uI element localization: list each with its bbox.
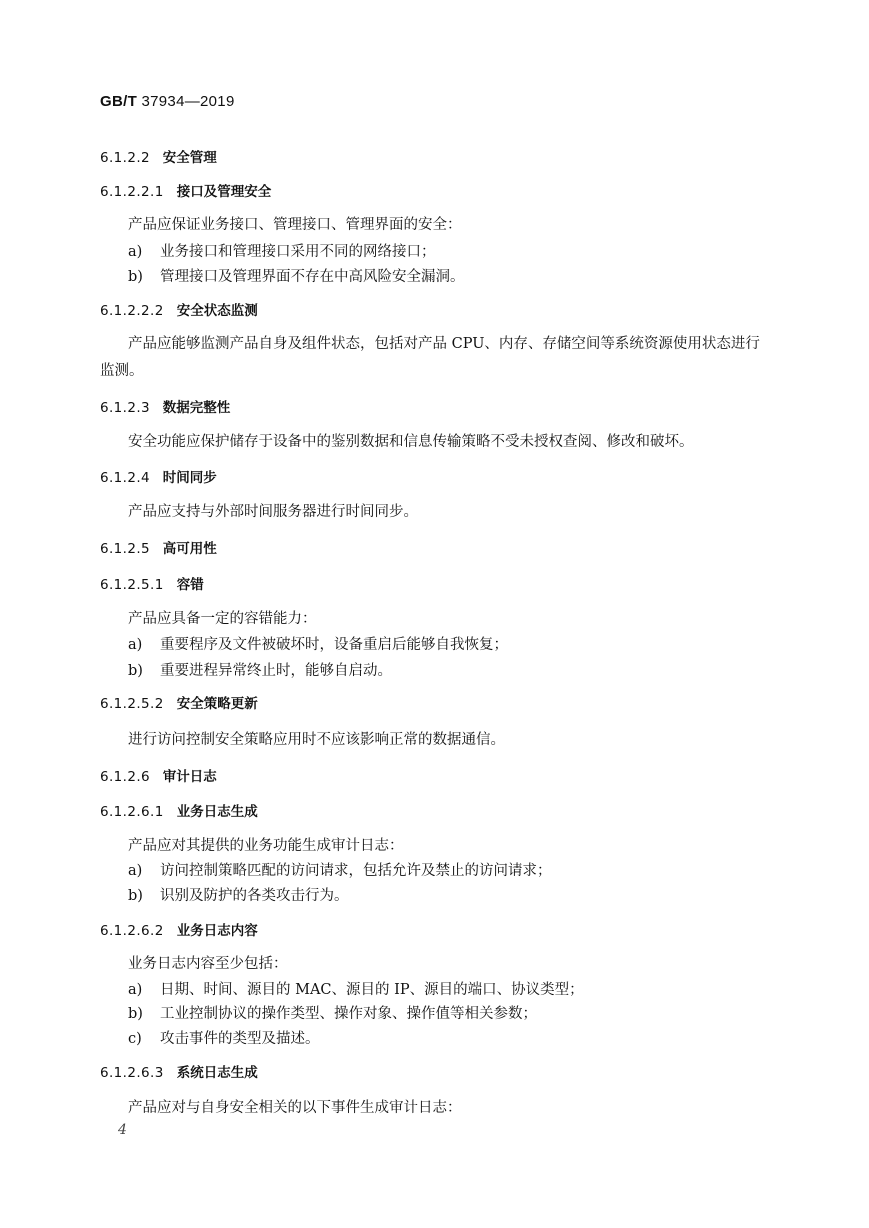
list-marker: a) [128, 244, 143, 260]
list-item-text: 业务接口和管理接口采用不同的网络接口； [160, 244, 436, 260]
section-number: 6.1.2.4 [100, 470, 151, 486]
list-item [128, 240, 436, 261]
section-number: 6.1.2.5 [100, 541, 151, 557]
paragraph: 安全功能应保护储存于设备中的鉴别数据和信息传输策略不受未授权查阅、修改和破坏。 [128, 434, 694, 450]
paragraph: 业务日志内容至少包括： [128, 956, 288, 972]
paragraph: 产品应能够监测产品自身及组件状态，包括对产品 CPU、内存、存储空间等系统资源使用状态进行监测。 [100, 336, 760, 379]
paragraph: 产品应支持与外部时间服务器进行时间同步。 [128, 504, 418, 520]
list-item [128, 859, 552, 880]
section-heading [100, 692, 258, 712]
list-marker: a) [128, 637, 143, 653]
standard-number: 37934—2019 [141, 93, 235, 110]
list-item [128, 265, 465, 286]
section-heading [100, 800, 258, 820]
section-title: 容错 [176, 577, 204, 593]
list-item [128, 978, 584, 999]
section-number: 6.1.2.6 [100, 769, 151, 785]
list-item-text: 识别及防护的各类攻击行为。 [160, 888, 349, 904]
section-number: 6.1.2.5.1 [100, 577, 164, 593]
section-title: 数据完整性 [162, 400, 231, 416]
section-number: 6.1.2.2 [100, 150, 151, 166]
section-number: 6.1.2.2.2 [100, 303, 164, 319]
list-item [128, 659, 392, 680]
section-title: 接口及管理安全 [176, 184, 272, 200]
section-heading [100, 146, 217, 166]
list-marker: b) [128, 888, 143, 904]
section-title: 审计日志 [162, 769, 217, 785]
list-item-text: 重要进程异常终止时，能够自启动。 [160, 663, 392, 679]
section-number: 6.1.2.5.2 [100, 696, 164, 712]
list-item [128, 884, 349, 905]
section-number: 6.1.2.6.2 [100, 923, 164, 939]
section-heading [100, 765, 217, 785]
list-marker: c) [128, 1031, 142, 1047]
list-marker: b) [128, 1006, 143, 1022]
section-number: 6.1.2.2.1 [100, 184, 164, 200]
list-item-text: 访问控制策略匹配的访问请求，包括允许及禁止的访问请求； [160, 863, 552, 879]
list-marker: a) [128, 982, 143, 998]
section-heading [100, 1061, 258, 1081]
list-item-text: 管理接口及管理界面不存在中高风险安全漏洞。 [160, 269, 465, 285]
section-heading [100, 537, 217, 557]
section-title: 业务日志内容 [176, 923, 258, 939]
section-title: 安全管理 [162, 150, 217, 166]
section-title: 安全策略更新 [176, 696, 258, 712]
section-heading [100, 919, 258, 939]
section-heading [100, 299, 258, 319]
section-title: 高可用性 [162, 541, 217, 557]
section-heading [100, 396, 230, 416]
list-item [128, 633, 508, 654]
section-heading [100, 180, 271, 200]
paragraph: 进行访问控制安全策略应用时不应该影响正常的数据通信。 [128, 732, 505, 748]
list-item-text: 日期、时间、源目的 MAC、源目的 IP、源目的端口、协议类型； [160, 982, 584, 998]
section-title: 时间同步 [162, 470, 217, 486]
section-title: 安全状态监测 [176, 303, 258, 319]
document-header [100, 93, 235, 110]
list-item [128, 1027, 320, 1048]
paragraph: 产品应对其提供的业务功能生成审计日志： [128, 838, 404, 854]
list-item-text: 攻击事件的类型及描述。 [160, 1031, 320, 1047]
list-item-text: 重要程序及文件被破坏时，设备重启后能够自我恢复； [160, 637, 508, 653]
list-marker: b) [128, 663, 143, 679]
paragraph: 产品应保证业务接口、管理接口、管理界面的安全： [128, 217, 462, 233]
section-heading [100, 466, 217, 486]
paragraph: 产品应对与自身安全相关的以下事件生成审计日志： [128, 1100, 462, 1116]
section-title: 业务日志生成 [176, 804, 258, 820]
standard-prefix: GB/T [100, 93, 138, 110]
list-marker: b) [128, 269, 143, 285]
paragraph: 产品应具备一定的容错能力： [128, 611, 317, 627]
section-heading [100, 573, 204, 593]
section-title: 系统日志生成 [176, 1065, 258, 1081]
page-number: 4 [118, 1122, 127, 1138]
list-item [128, 1002, 537, 1023]
section-number: 6.1.2.3 [100, 400, 151, 416]
list-marker: a) [128, 863, 143, 879]
section-number: 6.1.2.6.1 [100, 804, 164, 820]
list-item-text: 工业控制协议的操作类型、操作对象、操作值等相关参数； [160, 1006, 537, 1022]
section-number: 6.1.2.6.3 [100, 1065, 164, 1081]
